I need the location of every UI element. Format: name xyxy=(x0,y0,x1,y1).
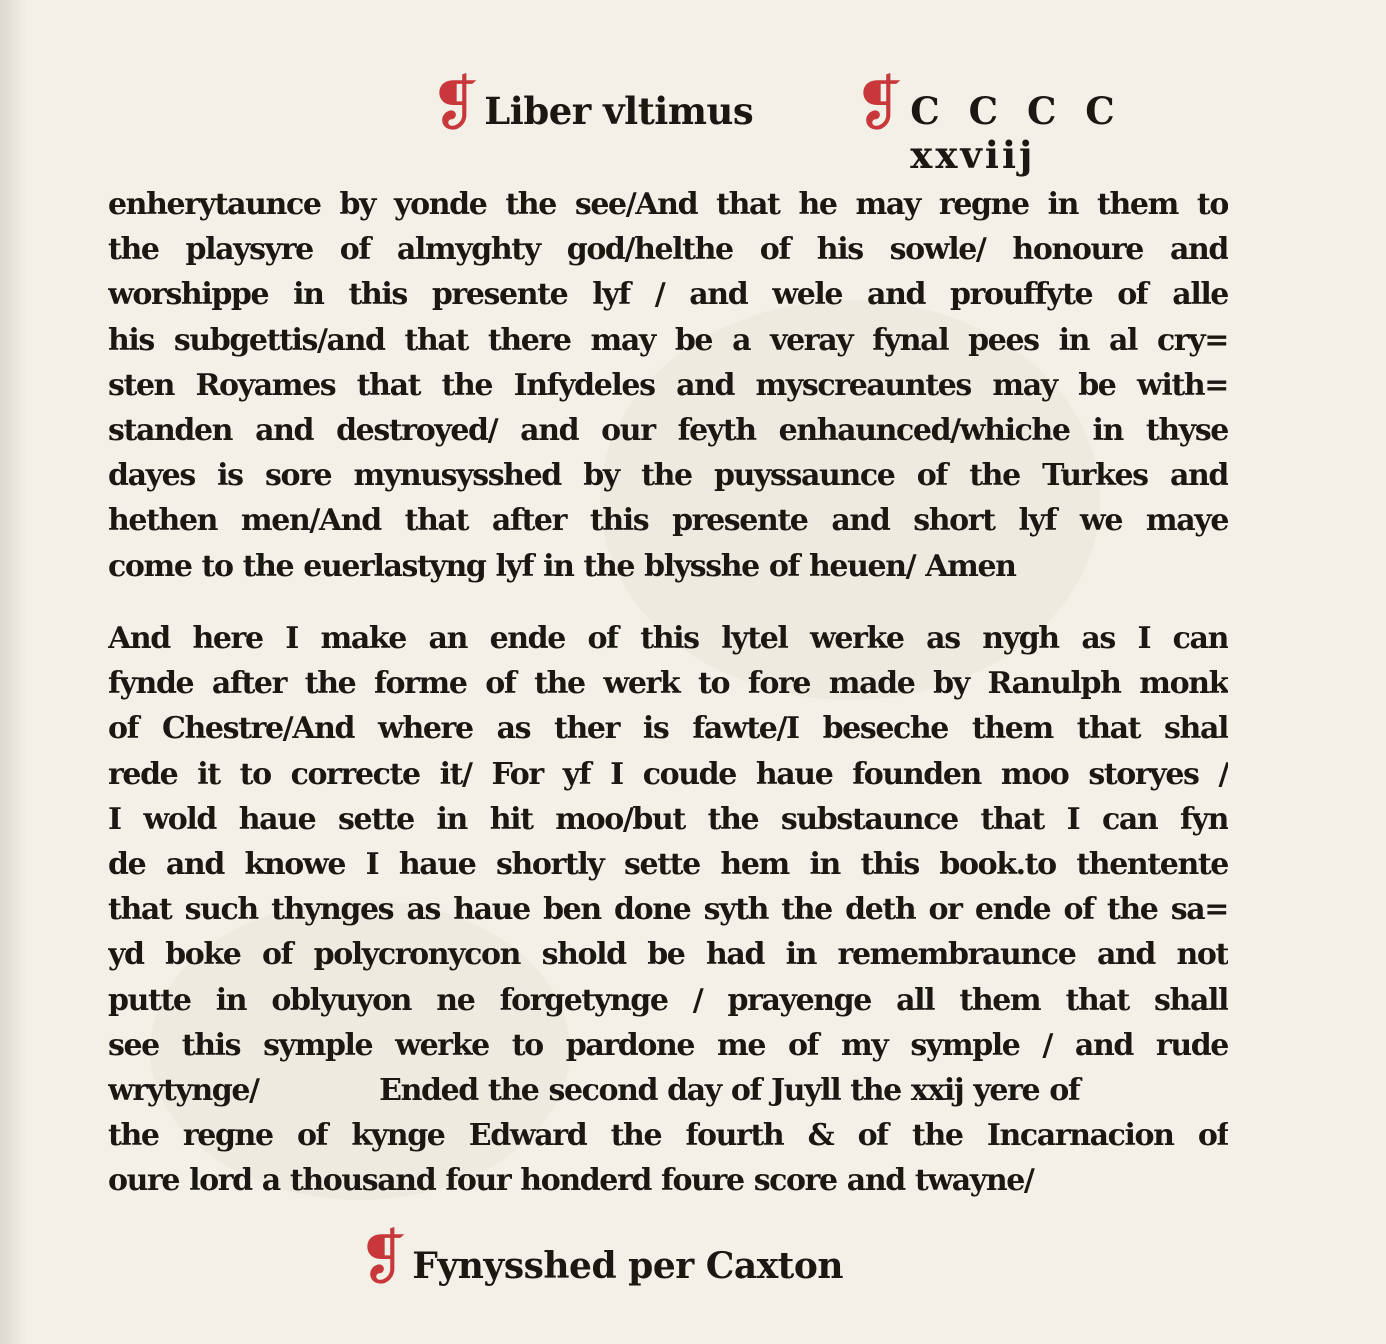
text-line: oure lord a thousand four honderd foure score and twayne/ xyxy=(108,1163,1034,1199)
text-line: enherytaunce by yonde the see/And that he may regne in them to xyxy=(108,187,1228,222)
page-edge-shadow xyxy=(0,0,28,1344)
paragraph-2 xyxy=(108,616,1228,1203)
colophon-text: Fynysshed per Caxton xyxy=(412,1245,843,1287)
rubric-pilcrow-icon: ❡ xyxy=(854,69,905,139)
running-head-title-group xyxy=(430,69,754,139)
text-line: I wold haue sette in hit moo/but the substaunce that I can fyn xyxy=(108,801,1228,837)
running-head-title: Liber vltimus xyxy=(484,89,754,133)
text-line: putte in oblyuyon ne forgetynge / prayenge all them that shall xyxy=(108,982,1228,1018)
text-line: fynde after the forme of the werk to fore made by Ranulph monk xyxy=(108,666,1228,702)
text-line: hethen men/And that after this presente and short lyf we maye xyxy=(108,503,1228,539)
text-line: the playsyre of almyghty god/helthe of his sowle/ honoure and xyxy=(108,232,1228,268)
text-line: de and knowe I haue shortly sette hem in this book.to thentente xyxy=(108,846,1228,882)
text-line: rede it to correcte it/ For yf I coude haue founden moo storyes / xyxy=(108,756,1228,792)
text-line: standen and destroyed/ and our feyth enhaunced/whiche in thyse xyxy=(108,412,1228,448)
text-line: come to the euerlastyng lyf in the blysshe of heuen/ Amen xyxy=(108,548,1016,584)
rubric-pilcrow-icon: ❡ xyxy=(430,69,481,139)
text-line: that such thynges as haue ben done syth the deth or ende of the sa= xyxy=(108,892,1228,928)
folio-number: C C C C xxviij xyxy=(910,89,1118,177)
text-line: of Chestre/And where as ther is fawte/I beseche them that shal xyxy=(108,711,1228,747)
text-line: yd boke of polycronycon shold be had in remembraunce and not xyxy=(108,937,1228,973)
text-line: sten Royames that the Infydeles and myscreauntes may be with= xyxy=(108,367,1228,403)
paragraph-1 xyxy=(108,182,1228,589)
text-line: wrytynge/ Ended the second day of Juyll the xxij yere of xyxy=(108,1072,1080,1108)
text-line: his subgettis/and that there may be a veray fynal pees in al cry= xyxy=(108,322,1228,358)
text-line: worshippe in this presente lyf / and wele and prouffyte of alle xyxy=(108,277,1228,313)
running-head-folio-group xyxy=(854,69,1230,177)
running-head xyxy=(430,69,1230,177)
colophon xyxy=(358,1223,843,1293)
rubric-pilcrow-icon: ❡ xyxy=(358,1223,409,1293)
text-line: see this symple werke to pardone me of my symple / and rude xyxy=(108,1027,1228,1063)
text-line: the regne of kynge Edward the fourth & of the Incarnacion of xyxy=(108,1118,1228,1154)
text-line: And here I make an ende of this lytel werke as nygh as I can xyxy=(108,621,1228,656)
text-line: dayes is sore mynusysshed by the puyssaunce of the Turkes and xyxy=(108,458,1228,494)
